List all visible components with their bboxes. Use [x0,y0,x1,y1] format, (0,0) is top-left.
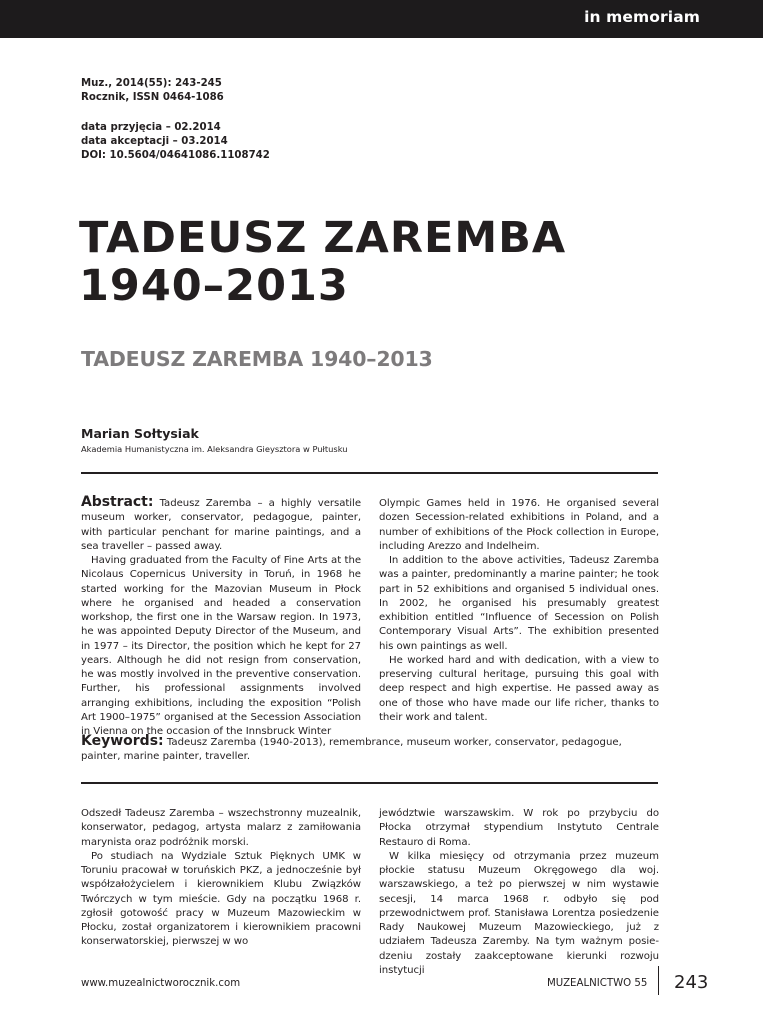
keywords-text: Tadeusz Zaremba (1940-2013), remembrance, museum worker, conservator, pedagogue, painter, marine painter, traveller. [81,737,622,763]
body-paragraph: W kilka miesięcy od otrzymania przez muzeum płockie statusu Muzeum Okręgowego dla woj. warszawskiego, a też po pierwszej w nim wystawie secesji, 14 marca 1968 r. odbyło się pod przewodnictwem prof. Stanisława Lorentza posiedzenie Rady Naukowej Muzeum Mazowieckiego, już z udziałem Tadeusza Zaremby. Na tym ważnym posiedzeniu zostały zaakceptowane kierunki rozwoju instytucji [379,850,659,976]
keywords-heading: Keywords: [81,733,164,749]
citation: Muz., 2014(55): 243-245 [81,78,222,89]
body-paragraph: Odszedł Tadeusz Zaremba – wszechstronny muzealnik, konserwator, pedagog, artysta malarz z zamiłowania marynista oraz podróżnik morski. [81,808,361,848]
citation-block [81,77,224,105]
article-title [79,214,566,310]
abstract-text: Tadeusz Zaremba – a highly versatile museum worker, conservator, pedagogue, painter, with particular penchant for marine paintings, and a sea traveller – passed away. [81,498,362,552]
divider-top [81,472,658,474]
abstract-paragraph [81,495,361,554]
keywords-block [81,734,661,765]
abstract-paragraph: Having graduated from the Faculty of Fine Arts at the Nicolaus Copernicus University in Toruń, in 1968 he started working for the Mazovian Museum in Płock where he organised and headed a conservation workshop, the first one in the Warsaw region. In 1973, he was appointed Deputy Director of the Museum, and in 1977 – its Director, the position which he kept for 27 years. Although he did not resign from conservation, he was mostly involved in the preventive conservation. Further, his professional assignments involved arranging exhibitions, including the exposition “Polish Art 1900–1975” organised at the Secession Association in Vienna on the occasion of the Innsbruck Winter [81,555,361,737]
abstract-paragraph: He worked hard and with dedication, with a view to preserving cultural heritage, pursuing this goal with deep respect and high expertise. He passed away as one of those who have made our life richer, thanks to their work and talent. [379,654,659,723]
author-name: Marian Sołtysiak [81,426,199,441]
footer-url: www.muzealnictworocznik.com [81,978,241,989]
abstract-paragraph: In addition to the above activities, Tadeusz Zaremba was a painter, predominantly a marine painter; he took part in 52 exhibitions and organised 5 individual ones. In 2002, he organised his presumably greatest exhibition entitled “Influence of Secession on Polish Contemporary Visual Arts”. The exhibition presented his own paintings as well. [379,555,659,652]
author-affiliation: Akademia Humanistyczna im. Aleksandra Gieysztora w Pułtusku [81,444,348,454]
section-header-bar [0,0,763,38]
article-subtitle: TADEUSZ ZAREMBA 1940–2013 [81,347,433,371]
issn: Rocznik, ISSN 0464-1086 [81,92,224,103]
title-line-2: 1940–2013 [79,261,349,311]
section-label: in memoriam [584,8,700,26]
body-paragraph: jewództwie warszawskim. W rok po przybyciu do Płocka otrzymał stypendium Instytuto Centrale Restauro di Roma. [379,808,659,848]
body-paragraph: Po studiach na Wydziale Sztuk Pięknych UMK w Toruniu pracował w toruńskich PKZ, a jednocześnie był współzałożycielem i kierownikiem Klubu Związków Twórczych w tym mieście. Gdy na początku 1968 r. zgłosił gotowość pracy w Muzeum Mazowieckim w Płocku, został organizatorem i kierownikiem pracowni konserwatorskiej, pierwszej w wo [81,850,361,948]
title-line-1: TADEUSZ ZAREMBA [79,213,567,263]
footer-journal: MUZEALNICTWO 55 [547,978,648,989]
received-date: data przyjęcia – 02.2014 [81,122,221,133]
abstract-right-column [379,497,659,725]
footer-separator [658,966,659,995]
abstract-paragraph: Olympic Games held in 1976. He organised several dozen Secession-related exhibitions in Poland, and a number of exhibitions of the Płock collection in Europe, including Arezzo and Indelheim. [379,498,659,552]
dates-block [81,121,270,163]
doi: DOI: 10.5604/04641086.1108742 [81,150,270,161]
accepted-date: data akceptacji – 03.2014 [81,136,228,147]
abstract-left-column [81,495,361,739]
body-right-column [379,807,659,978]
page-number: 243 [674,972,709,993]
body-left-column [81,807,361,950]
abstract-heading: Abstract: [81,494,154,510]
divider-bottom [81,782,658,784]
